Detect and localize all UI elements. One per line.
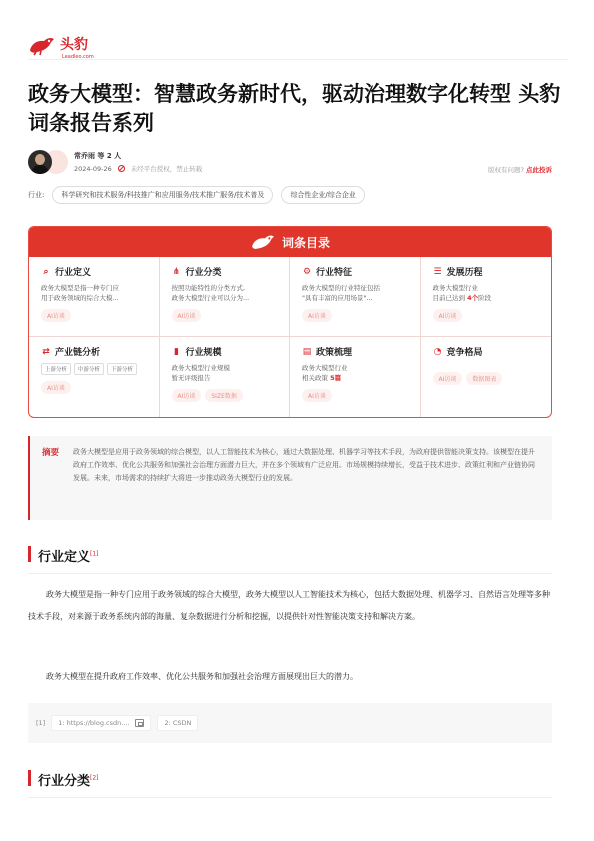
copyright-report bbox=[488, 165, 552, 174]
industry-label: 行业: bbox=[28, 191, 45, 199]
section-heading-definition bbox=[28, 546, 552, 574]
author-meta bbox=[74, 164, 202, 173]
abstract-text: 政务大模型是应用于政务领域的综合模型，以人工智能技术为核心，通过大数据处理、机器学习等技术手段，为政府提供智能决策支持。该模型在提升政府工作效率、优化公共服务和加强社会治理方面潜力巨大，并在多个领域有广泛应用。市场规模持续增长，受益于技术进步、政策红利和产业链协同发展。未来，市场需求的持续扩大将进一步推动政务大模型行业的发展。 bbox=[73, 448, 536, 482]
section-bar bbox=[28, 546, 31, 562]
toc-item-desc: 政务大模型行业 目前已达到 4个阶段 bbox=[432, 284, 492, 302]
toc-item-desc: 政务大模型行业 相关政策 5篇 bbox=[302, 364, 348, 382]
toc-item-classification[interactable] bbox=[160, 257, 291, 337]
ai-interview-pill[interactable]: AI访谈 bbox=[302, 389, 332, 402]
section-bar bbox=[28, 770, 31, 786]
author-name[interactable]: 常乔雨 等 2 人 bbox=[74, 152, 122, 160]
brand-name: 头豹 bbox=[60, 37, 88, 53]
copy-icon[interactable] bbox=[135, 719, 144, 727]
reference-number: [1] bbox=[36, 719, 46, 727]
toc-item-title: 竞争格局 bbox=[446, 348, 483, 358]
no-reprint-icon bbox=[118, 165, 125, 172]
ai-interview-pill[interactable]: AI访谈 bbox=[433, 372, 463, 385]
references-bar bbox=[28, 703, 552, 743]
report-link[interactable]: 点此投诉 bbox=[526, 166, 552, 174]
chart-data-pill[interactable]: 数据图表 bbox=[466, 372, 502, 385]
ai-interview-pill[interactable]: AI访谈 bbox=[172, 309, 202, 322]
toc-title: 词条目录 bbox=[281, 235, 330, 250]
toc-item-title: 发展历程 bbox=[446, 268, 483, 278]
midstream-tag[interactable]: 中游分析 bbox=[74, 363, 104, 375]
toc-item-scale[interactable] bbox=[160, 337, 291, 417]
ai-interview-pill[interactable]: AI访谈 bbox=[41, 381, 71, 394]
definition-icon: ⌕ bbox=[43, 266, 49, 277]
industry-tag[interactable]: 科学研究和技术服务/科技推广和应用服务/技术推广服务/技术普及 bbox=[52, 186, 273, 204]
leopard-logo-icon bbox=[28, 34, 56, 56]
competition-icon: ◔ bbox=[433, 346, 442, 357]
chain-icon: ⇄ bbox=[42, 346, 50, 357]
brand-logo[interactable] bbox=[28, 34, 568, 56]
avatar[interactable] bbox=[28, 150, 52, 174]
classification-icon: ⋔ bbox=[172, 266, 181, 277]
ai-interview-pill[interactable]: AI访谈 bbox=[41, 309, 71, 322]
policy-icon: ▤ bbox=[302, 346, 312, 357]
reference-link[interactable]: 2: CSDN bbox=[157, 715, 198, 731]
toc-item-competition[interactable] bbox=[421, 337, 552, 417]
citation-link[interactable]: [1] bbox=[90, 550, 99, 558]
feature-icon: ⚙ bbox=[302, 266, 312, 277]
section-title: 行业分类[2] bbox=[38, 774, 99, 789]
history-icon: ☰ bbox=[433, 266, 442, 277]
citation-link[interactable]: [2] bbox=[90, 774, 99, 782]
page-title: 政务大模型：智慧政务新时代，驱动治理数字化转型 头豹词条报告系列 bbox=[28, 82, 561, 135]
industry-row bbox=[28, 186, 365, 204]
section-heading-classification bbox=[28, 770, 552, 798]
toc-item-title: 行业分类 bbox=[185, 268, 222, 278]
toc-item-title: 产业链分析 bbox=[55, 348, 101, 358]
leopard-logo-icon bbox=[250, 232, 276, 252]
ai-interview-pill[interactable]: AI访谈 bbox=[172, 389, 202, 402]
page-header bbox=[28, 34, 568, 60]
toc-item-chain[interactable] bbox=[29, 337, 160, 417]
definition-paragraph: 政务大模型在提升政府工作效率、优化公共服务和加强社会治理方面展现出巨大的潜力。 bbox=[46, 672, 358, 681]
toc-grid bbox=[29, 257, 551, 417]
toc-item-title: 行业特征 bbox=[316, 268, 353, 278]
toc-item-desc: 按照功能特性的分类方式, 政务大模型行业可以分为... bbox=[171, 284, 250, 302]
size-data-pill[interactable]: SIZE数据 bbox=[205, 389, 242, 402]
ai-interview-pill[interactable]: AI访谈 bbox=[433, 309, 463, 322]
abstract-box bbox=[28, 436, 552, 520]
toc-header bbox=[29, 227, 551, 257]
abstract-label: 摘要 bbox=[42, 448, 60, 458]
toc-item-policy[interactable] bbox=[290, 337, 421, 417]
industry-tag[interactable]: 综合性企业/综合企业 bbox=[281, 186, 364, 204]
toc-item-definition[interactable] bbox=[29, 257, 160, 337]
toc-item-title: 行业定义 bbox=[55, 268, 92, 278]
brand-domain: Leadleo.com bbox=[62, 54, 94, 60]
toc-item-desc: 政务大模型是指一种专门应 用于政务领域的综合大模... bbox=[41, 284, 119, 302]
definition-paragraph: 政务大模型是指一种专门应用于政务领域的综合大模型，政务大模型以人工智能技术为核心，包括大数据处理、机器学习、自然语言处理等多种技术手段，对来源于政务系统内部的海量、复杂数据进行分析和挖掘，以提供针对性智能决策支持和解决方案。 bbox=[28, 590, 550, 621]
ai-interview-pill[interactable]: AI访谈 bbox=[302, 309, 332, 322]
section-title: 行业定义[1] bbox=[38, 550, 99, 565]
scale-icon: ▮ bbox=[174, 346, 179, 357]
toc-item-title: 行业规模 bbox=[185, 348, 222, 358]
table-of-contents bbox=[28, 226, 552, 418]
report-prompt: 版权有问题? bbox=[487, 166, 524, 174]
downstream-tag[interactable]: 下游分析 bbox=[107, 363, 137, 375]
reference-link[interactable]: 1: https://blog.csdn.... bbox=[51, 715, 151, 731]
toc-item-history[interactable] bbox=[421, 257, 552, 337]
toc-item-desc: 政务大模型的行业特征包括 "具有丰富的应用场景"... bbox=[302, 284, 380, 302]
publish-date: 2024-09-26 bbox=[74, 164, 112, 173]
toc-item-desc: 政务大模型行业规模 暂无评级报告 bbox=[171, 364, 230, 382]
toc-item-title: 政策梳理 bbox=[316, 348, 353, 358]
toc-item-features[interactable] bbox=[290, 257, 421, 337]
upstream-tag[interactable]: 上游分析 bbox=[41, 363, 71, 375]
author-row bbox=[28, 150, 552, 180]
reprint-notice: 未经平台授权，禁止转载 bbox=[130, 165, 203, 173]
